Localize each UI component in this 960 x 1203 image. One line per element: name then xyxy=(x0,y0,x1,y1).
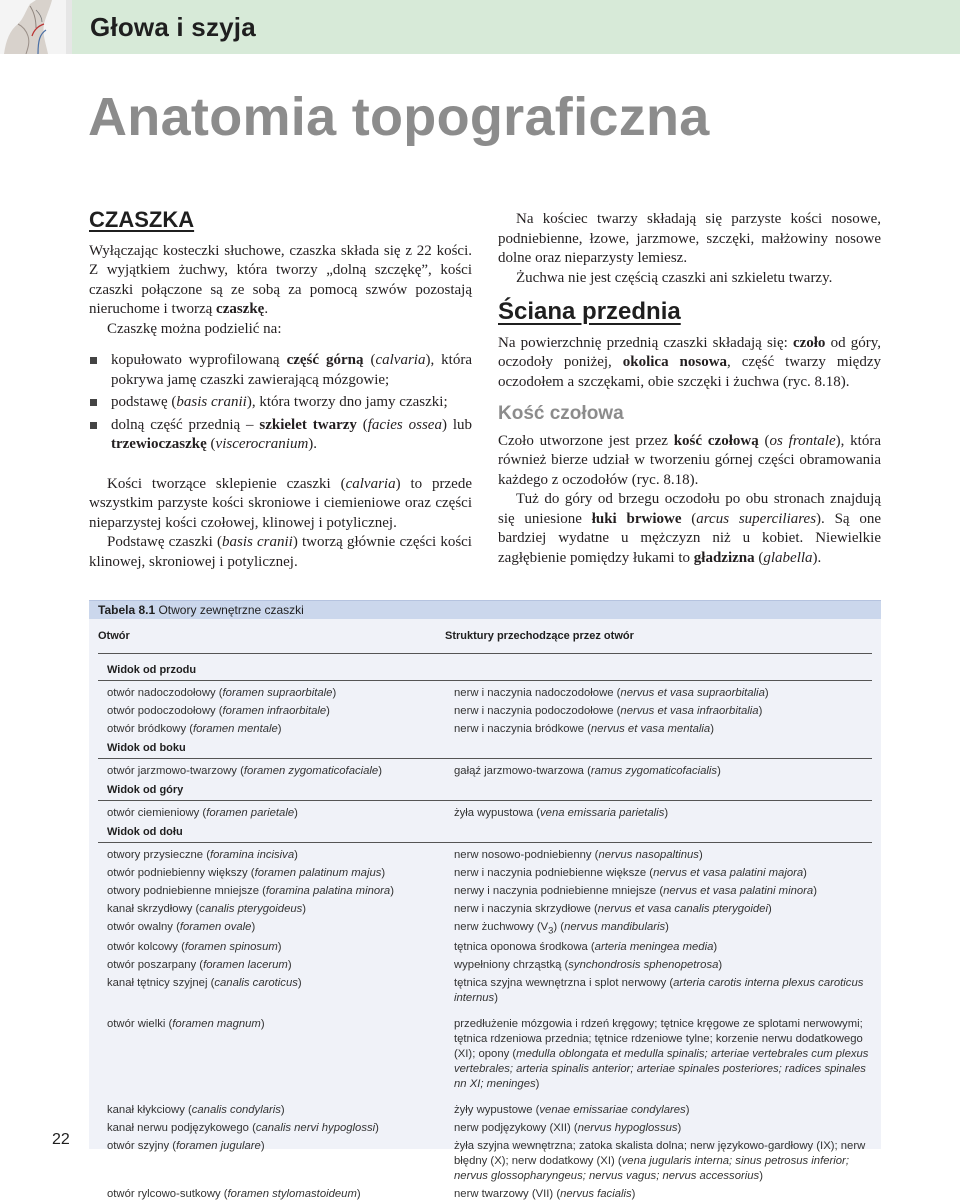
section-heading-czaszka: CZASZKA xyxy=(89,207,195,232)
paragraph: Na kościec twarzy składają się parzyste kości nosowe, podniebienne, łzowe, jarzmowe, szczęki, małżowiny nosowe dolne oraz nieparzysty lemiesz. xyxy=(498,211,881,266)
bullet-square-icon xyxy=(90,422,97,429)
table-row: kanał tętnicy szyjnej (canalis caroticus) tętnica szyjna wewnętrzna i splot nerwowy (arteria carotis interna plexus caroticus internus) xyxy=(107,976,864,1004)
table-row: kanał skrzydłowy (canalis pterygoideus) nerw i naczynia skrzydłowe (nervus et vasa canalis pterygoidei) xyxy=(107,902,772,915)
list-item: podstawę (basis cranii), która tworzy dno jamy czaszki; xyxy=(89,393,472,413)
bullet-square-icon xyxy=(90,357,97,364)
table-row: otwór jarzmowo-twarzowy (foramen zygomaticofaciale) gałąź jarzmowo-twarzowa (ramus zygomaticofacialis) xyxy=(107,764,721,777)
table-row: otwór nadoczodołowy (foramen supraorbitale) nerw i naczynia nadoczodołowe (nervus et vasa supraorbitalia) xyxy=(107,686,769,699)
table-row: otwór rylcowo-sutkowy (foramen stylomastoideum) nerw twarzowy (VII) (nervus facialis) xyxy=(107,1187,636,1200)
paragraph: Tuż do góry od brzegu oczodołu po obu stronach znajdują się uniesione łuki brwiowe (arcus superciliares). Są one bardziej wydatne u mężczyzn niż u kobiet. Niewielkie zagłębienie pomiędzy łukami to gładzizna (glabella). xyxy=(498,491,881,566)
right-column xyxy=(498,210,881,568)
table-row: otwór podniebienny większy (foramen palatinum majus) nerw i naczynia podniebienne większe (nervus et vasa palatini majora) xyxy=(107,866,807,879)
paragraph: Żuchwa nie jest częścią czaszki ani szkieletu twarzy. xyxy=(516,269,833,286)
subsection-heading-kosc-czolowa: Kość czołowa xyxy=(498,403,624,424)
paragraph: Czoło utworzone jest przez kość czołową (os frontale), która również bierze udział w tworzeniu górnej części obramowania każdego z oczodołów (ryc. 8.18). xyxy=(498,432,882,488)
bullet-list xyxy=(89,351,472,455)
bullet-square-icon xyxy=(90,399,97,406)
page-number: 22 xyxy=(52,1131,70,1148)
list-item: kopułowato wyprofilowaną część górną (calvaria), która pokrywa jamę czaszki zawierającą mózgowie; xyxy=(89,351,472,390)
column-header: Otwór xyxy=(98,630,130,642)
anatomy-thumbnail-image xyxy=(0,0,72,54)
table-row: kanał kłykciowy (canalis condylaris) żyły wypustowe (venae emissariae condylares) xyxy=(107,1103,690,1116)
paragraph: Wyłączając kosteczki słuchowe, czaszka składa się z 22 kości. Z wyjątkiem żuchwy, która tworzy „dolną szczękę”, kości czaszki połączone są ze sobą za pomocą szwów pozostają nieruchome i tworzą czaszkę. xyxy=(89,242,472,317)
page-title: Anatomia topograficzna xyxy=(88,87,710,147)
table-row: otwór szyjny (foramen jugulare) żyła szyjna wewnętrzna; zatoka skalista dolna; nerw językowo-gardłowy (IX); nerw błędny (X); nerw dodatkowy (XI) (vena jugularis interna; sinus petrosus inferior; nervus glossopharyngeus; nervus vagus; nervus accessorius) xyxy=(107,1139,866,1182)
paragraph: Czaszkę można podzielić na: xyxy=(107,320,282,337)
paragraph: Na powierzchnię przednią czaszki składają się: czoło od góry, oczodoły poniżej, okolica nosowa, część twarzy między oczodołem a szczękami, obie szczęki i żuchwa (ryc. 8.18). xyxy=(498,334,881,390)
chapter-header-title: Głowa i szyja xyxy=(90,12,256,42)
table-row: otwory przysieczne (foramina incisiva) nerw nosowo-podniebienny (nervus nasopaltinus) xyxy=(107,848,703,861)
paragraph: Kości tworzące sklepienie czaszki (calvaria) to przede wszystkim parzyste kości skroniowe i ciemieniowe oraz części nieparzystej kości czołowej, klinowej i potylicznej. xyxy=(89,475,472,531)
table-8-1 xyxy=(89,600,881,1200)
column-header: Struktury przechodzące przez otwór xyxy=(445,630,634,642)
table-group-heading: Widok od góry xyxy=(98,780,872,801)
table-caption: Tabela 8.1 Otwory zewnętrzne czaszki xyxy=(89,601,881,619)
list-item: dolną część przednią – szkielet twarzy (facies ossea) lub trzewioczaszkę (viscerocranium). xyxy=(89,416,472,455)
table-row: otwór kolcowy (foramen spinosum) tętnica oponowa środkowa (arteria meningea media) xyxy=(107,940,718,953)
table-row: otwór wielki (foramen magnum) przedłużenie mózgowia i rdzeń kręgowy; tętnice kręgowe ze splotami nerwowymi; tętnica rdzeniowa przednia; tętnice rdzeniowe tylne; korzenie nerwu dodatkowego (XI); opony (medulla oblongata et medulla spinalis; arteriae vertebrales cum plexus vertebrales; arteria spinalis anterior; arteriae spinales posteriores; radices spinales nn XI; meninges) xyxy=(107,1017,869,1090)
table-row: otwór podoczodołowy (foramen infraorbitale) nerw i naczynia podoczodołowe (nervus et vasa infraorbitalia) xyxy=(107,704,763,717)
table-group-heading: Widok od boku xyxy=(98,738,872,759)
table-group-heading: Widok od dołu xyxy=(98,822,872,843)
table-row: otwór ciemieniowy (foramen parietale) żyła wypustowa (vena emissaria parietalis) xyxy=(107,806,669,819)
left-column xyxy=(89,207,472,572)
table-row: otwór poszarpany (foramen lacerum) wypełniony chrząstką (synchondrosis sphenopetrosa) xyxy=(107,958,723,971)
table-group-heading: Widok od przodu xyxy=(98,660,872,681)
table-row: otwór bródkowy (foramen mentale) nerw i naczynia bródkowe (nervus et vasa mentalia) xyxy=(107,722,714,735)
paragraph: Podstawę czaszki (basis cranii) tworzą głównie części kości klinowej, skroniowej i potylicznej. xyxy=(89,534,472,570)
section-heading-sciana-przednia: Ściana przednia xyxy=(498,298,681,325)
table-header-row xyxy=(98,619,872,654)
table-row: otwór owalny (foramen ovale) nerw żuchwowy $(V_3)$ (nervus mandibularis) xyxy=(107,920,669,935)
table-row: otwory podniebienne mniejsze (foramina palatina minora) nerwy i naczynia podniebienne mniejsze (nervus et vasa palatini minora) xyxy=(107,884,817,897)
table-row: kanał nerwu podjęzykowego (canalis nervi hypoglossi) nerw podjęzykowy (XII) (nervus hypoglossus) xyxy=(107,1121,682,1134)
